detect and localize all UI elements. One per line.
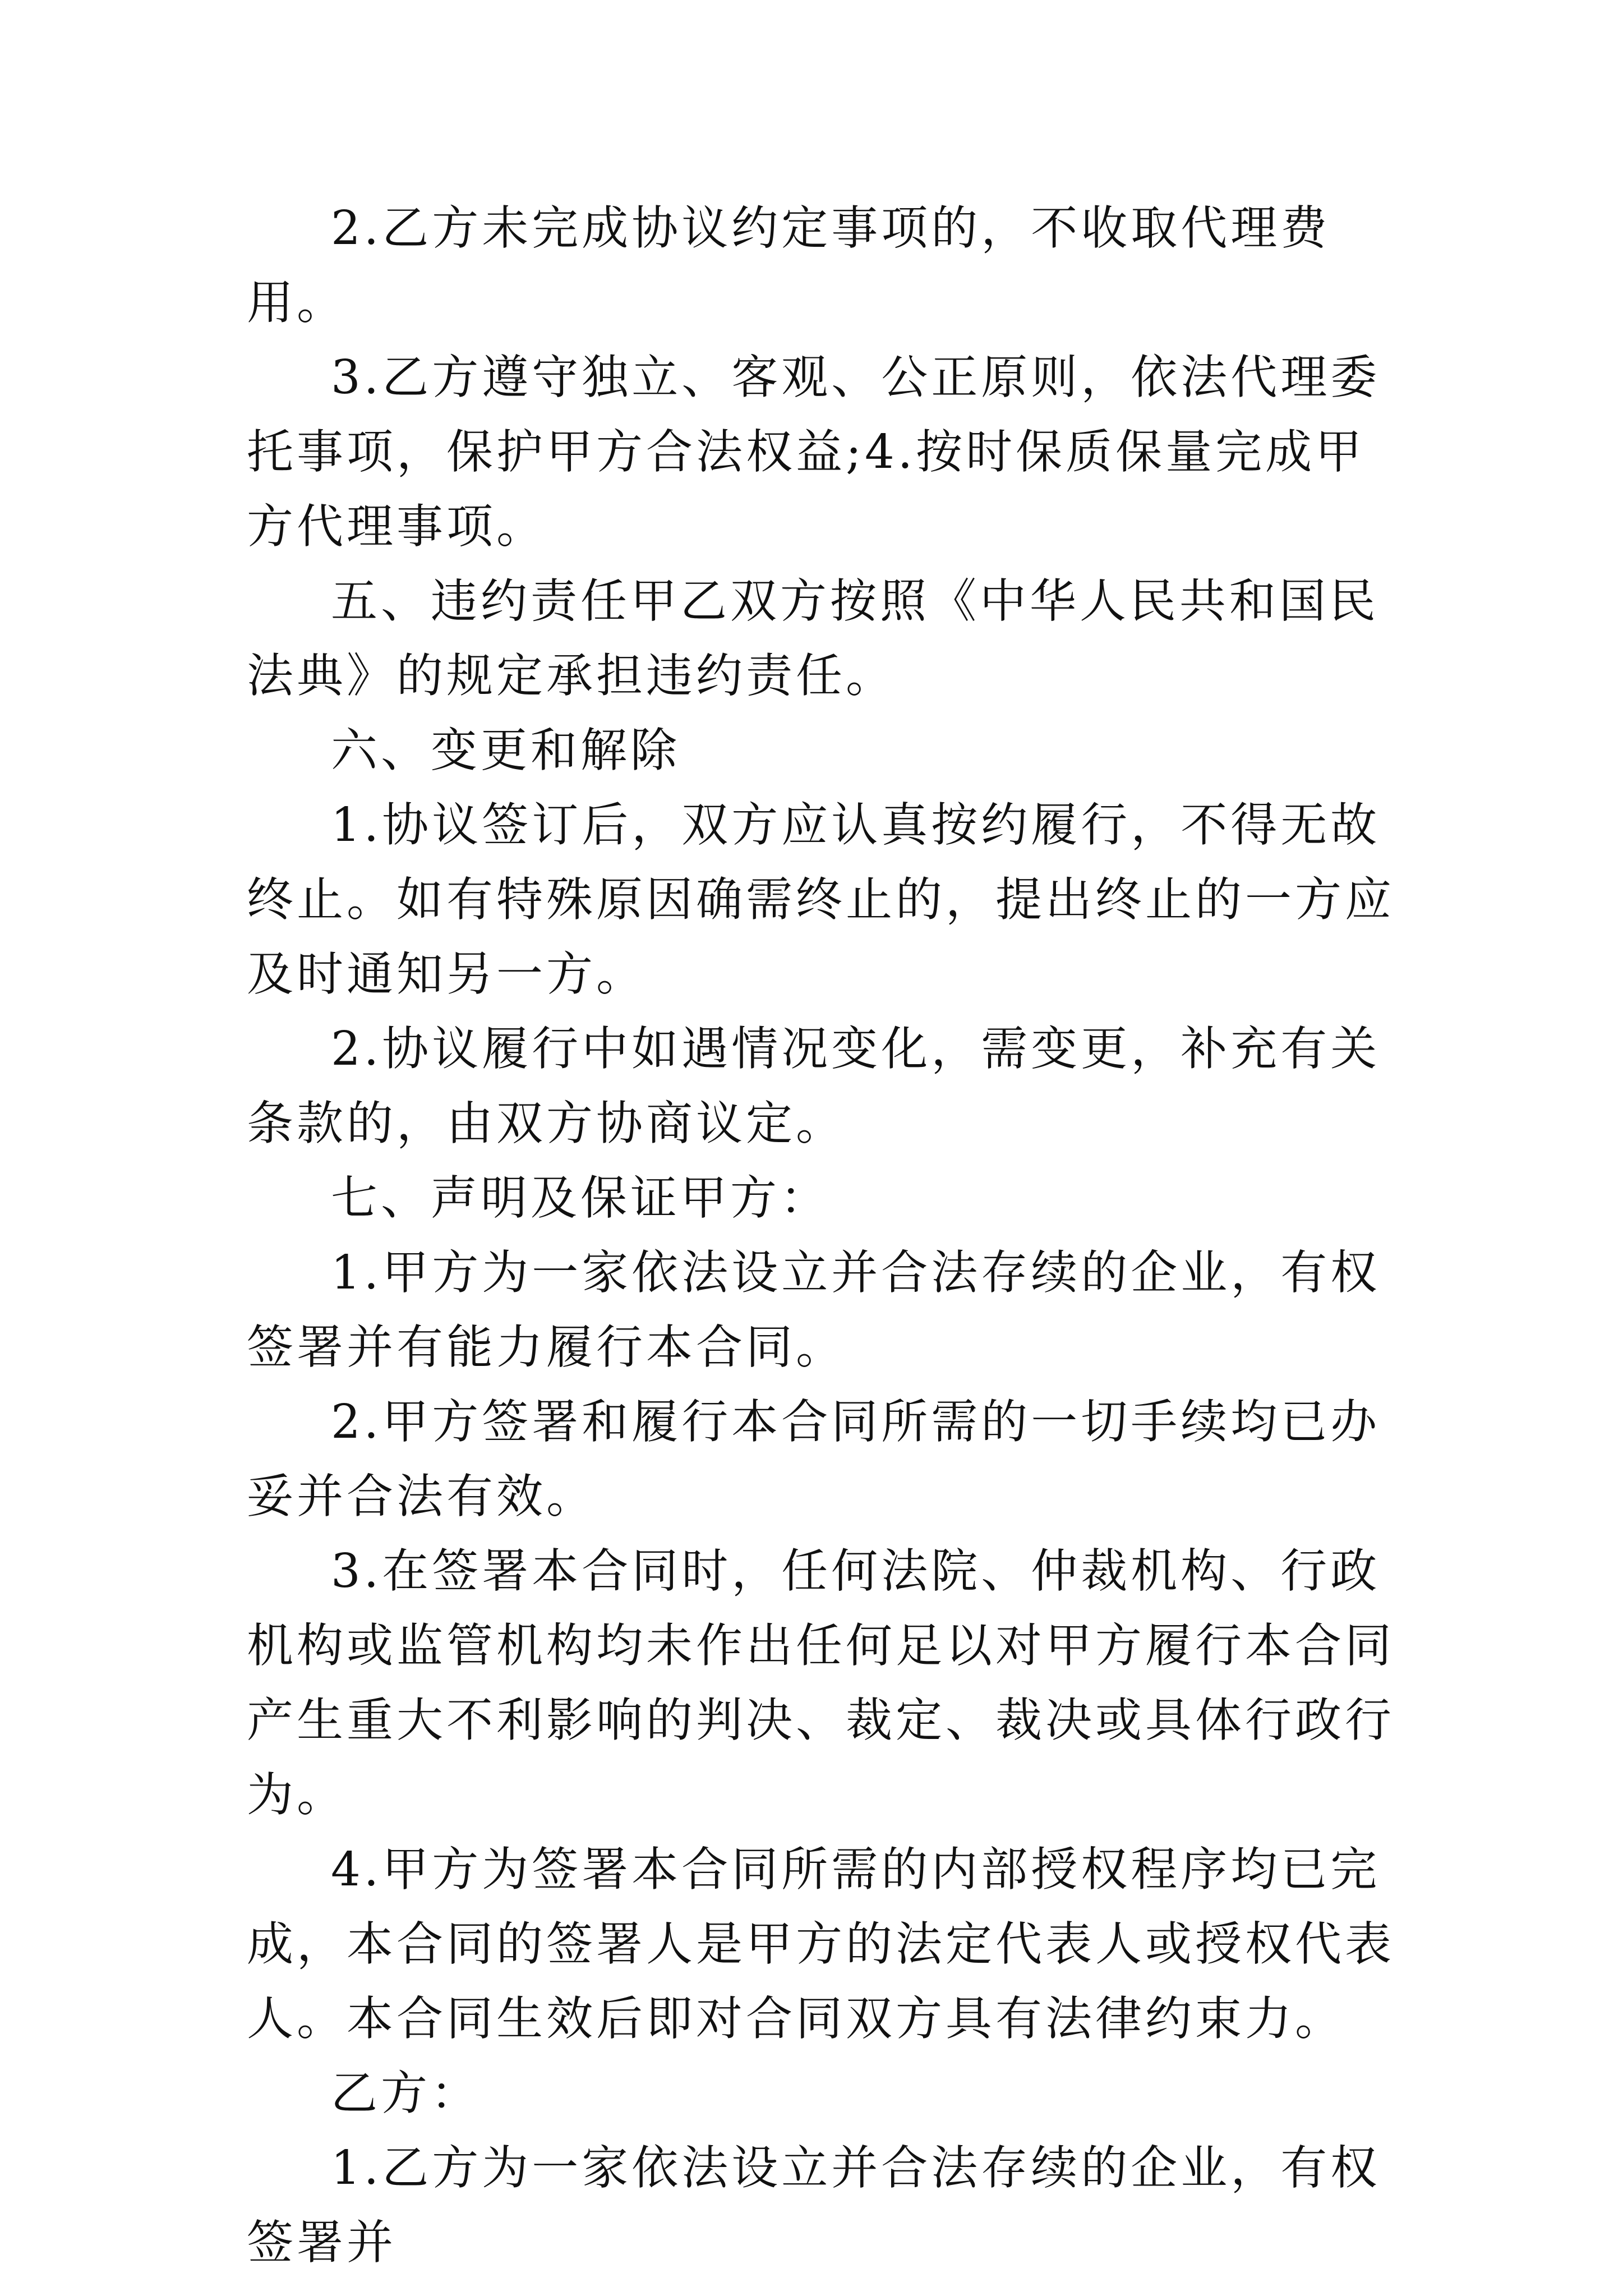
party-a-clause-2: 2.甲方签署和履行本合同所需的一切手续均已办妥并合法有效。 [247,1395,1381,1524]
clause-3-principles: 3.乙方遵守独立、客观、公正原则，依法代理委托事项，保护甲方合法权益;4.按时保质保量完成甲方代理事项。 [247,350,1381,554]
clause-2-no-fee: 2.乙方未完成协议约定事项的，不收取代理费用。 [247,201,1331,330]
section-5-liability: 五、违约责任甲乙双方按照《中华人民共和国民法典》的规定承担违约责任。 [247,574,1379,703]
party-a-clause-4: 4.甲方为签署本合同所需的内部授权程序均已完成，本合同的签署人是甲方的法定代表人或授权代表人。本合同生效后即对合同双方具有法律约束力。 [247,1842,1395,2046]
section-6-heading: 六、变更和解除 [331,723,680,777]
party-a-clause-3: 3.在签署本合同时，任何法院、仲裁机构、行政机构或监管机构均未作出任何足以对甲方履行本合同产生重大不利影响的判决、裁定、裁决或具体行政行为。 [247,1544,1395,1822]
party-b-heading: 乙方： [331,2066,481,2120]
section-6-clause-2: 2.协议履行中如遇情况变化，需变更，补充有关条款的，由双方协商议定。 [247,1022,1381,1151]
section-7-heading: 七、声明及保证甲方： [331,1171,830,1225]
section-6-clause-1: 1.协议签订后，双方应认真按约履行，不得无故终止。如有特殊原因确需终止的，提出终止的一方应及时通知另一方。 [247,798,1395,1001]
party-b-clause-1: 1.乙方为一家依法设立并合法存续的企业，有权签署并 [247,2141,1381,2270]
contract-body [247,191,1413,2280]
party-a-clause-1: 1.甲方为一家依法设立并合法存续的企业，有权签署并有能力履行本合同。 [247,1245,1381,1374]
